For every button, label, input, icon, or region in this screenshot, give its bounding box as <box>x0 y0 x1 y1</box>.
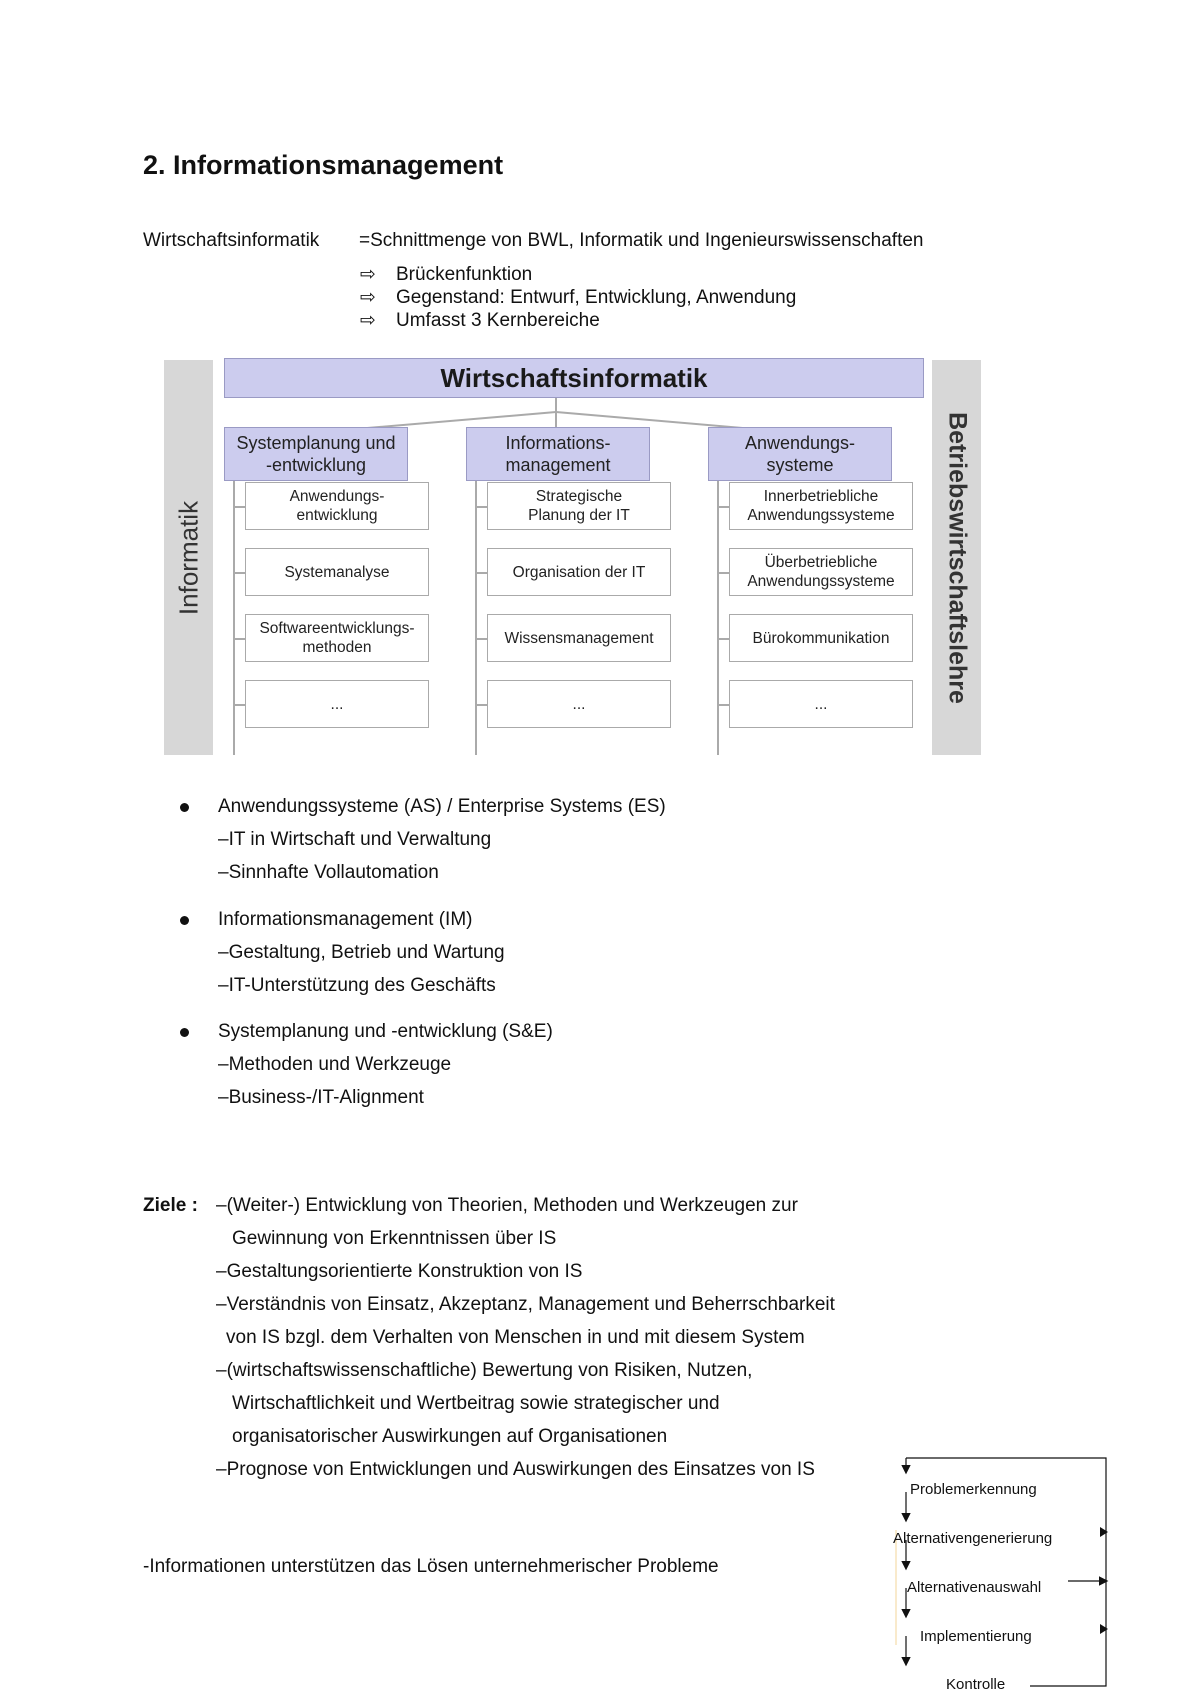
diagram-title: Wirtschaftsinformatik <box>224 358 924 398</box>
tick-line <box>717 638 729 640</box>
bullet-sub: –IT-Unterstützung des Geschäfts <box>218 975 496 996</box>
arrow-right-icon: ⇨ <box>360 264 376 285</box>
arrow-item: ⇨ Gegenstand: Entwurf, Entwicklung, Anwendung <box>360 287 797 308</box>
flow-step: Implementierung <box>920 1628 1032 1645</box>
tick-line <box>717 572 729 574</box>
footer-text: -Informationen unterstützen das Lösen unternehmerischer Probleme <box>143 1556 719 1577</box>
sub-box: Softwareentwicklungs- methoden <box>245 614 429 662</box>
sub-box: Innerbetriebliche Anwendungssysteme <box>729 482 913 530</box>
sub-box: Überbetriebliche Anwendungssysteme <box>729 548 913 596</box>
arrow-item: ⇨ Brückenfunktion <box>360 264 533 285</box>
definition-text: =Schnittmenge von BWL, Informatik und Ingenieurswissenschaften <box>359 230 924 251</box>
ziele-line: –(wirtschaftswissenschaftliche) Bewertung von Risiken, Nutzen, <box>216 1360 753 1381</box>
tick-line <box>717 704 729 706</box>
flow-step: Alternativenauswahl <box>907 1579 1042 1596</box>
sub-box: Organisation der IT <box>487 548 671 596</box>
tick-line <box>475 638 487 640</box>
flow-step: Kontrolle <box>946 1676 1006 1693</box>
ziele-line: von IS bzgl. dem Verhalten von Menschen in und mit diesem System <box>226 1327 805 1348</box>
bullet-as <box>218 790 666 889</box>
tick-line <box>475 572 487 574</box>
ziele-line: –Verständnis von Einsatz, Akzeptanz, Management und Beherrschbarkeit <box>216 1294 835 1315</box>
bullet-title: Systemplanung und -entwicklung (S&E) <box>218 1021 553 1042</box>
bullet-icon <box>180 916 189 925</box>
bullet-icon <box>180 1028 189 1037</box>
definition-term: Wirtschaftsinformatik <box>143 230 320 251</box>
sub-box: ... <box>245 680 429 728</box>
sub-box: Strategische Planung der IT <box>487 482 671 530</box>
bullet-icon <box>180 803 189 812</box>
column-rail <box>717 481 719 755</box>
bullet-sub: –Gestaltung, Betrieb und Wartung <box>218 942 505 963</box>
tick-line <box>233 572 245 574</box>
bullet-sub: –Methoden und Werkzeuge <box>218 1054 452 1075</box>
wirtschaftsinformatik-diagram <box>150 340 990 755</box>
bullet-sub: –Business-/IT-Alignment <box>218 1087 424 1108</box>
ziele-line: organisatorischer Auswirkungen auf Organisationen <box>232 1426 668 1447</box>
tick-line <box>717 506 729 508</box>
page-title: 2. Informationsmanagement <box>143 150 504 180</box>
arrow-right-icon: ⇨ <box>360 310 376 331</box>
tick-line <box>475 704 487 706</box>
column-head-informationsmanagement: Informations- management <box>466 427 650 481</box>
arrow-item: ⇨ Umfasst 3 Kernbereiche <box>360 310 600 331</box>
bullet-title: Anwendungssysteme (AS) / Enterprise Systems (ES) <box>218 796 666 817</box>
sub-box: Wissensmanagement <box>487 614 671 662</box>
column-head-systemplanung: Systemplanung und -entwicklung <box>224 427 408 481</box>
sub-box: ... <box>729 680 913 728</box>
sub-box: ... <box>487 680 671 728</box>
bullet-sub: –Sinnhafte Vollautomation <box>218 862 439 883</box>
column-rail <box>475 481 477 755</box>
bullet-sub: –IT in Wirtschaft und Verwaltung <box>218 829 492 850</box>
tick-line <box>233 704 245 706</box>
sub-box: Systemanalyse <box>245 548 429 596</box>
tick-line <box>233 638 245 640</box>
ziele-line: –Gestaltungsorientierte Konstruktion von IS <box>216 1261 583 1282</box>
ziele-line: Gewinnung von Erkenntnissen über IS <box>232 1228 557 1249</box>
column-rail <box>233 481 235 755</box>
column-head-anwendungssysteme: Anwendungs- systeme <box>708 427 892 481</box>
flow-step: Problemerkennung <box>910 1481 1037 1498</box>
ziele-line: –Prognose von Entwicklungen und Auswirkungen des Einsatzes von IS <box>216 1459 815 1480</box>
ziele-line: –(Weiter-) Entwicklung von Theorien, Methoden und Werkzeugen zur <box>216 1195 798 1216</box>
bullet-title: Informationsmanagement (IM) <box>218 909 473 930</box>
ziele-line: Wirtschaftlichkeit und Wertbeitrag sowie strategischer und <box>232 1393 720 1414</box>
informatik-label: Informatik <box>173 500 203 615</box>
bullet-se <box>218 1015 553 1114</box>
bwl-label: Betriebswirtschaftslehre <box>943 411 971 704</box>
bullet-im <box>218 903 505 1002</box>
sub-box: Anwendungs- entwicklung <box>245 482 429 530</box>
arrow-right-icon: ⇨ <box>360 287 376 308</box>
flow-step: Alternativengenerierung <box>893 1530 1053 1547</box>
ziele-label: Ziele : <box>143 1195 198 1216</box>
tick-line <box>233 506 245 508</box>
tick-line <box>475 506 487 508</box>
sub-box: Bürokommunikation <box>729 614 913 662</box>
